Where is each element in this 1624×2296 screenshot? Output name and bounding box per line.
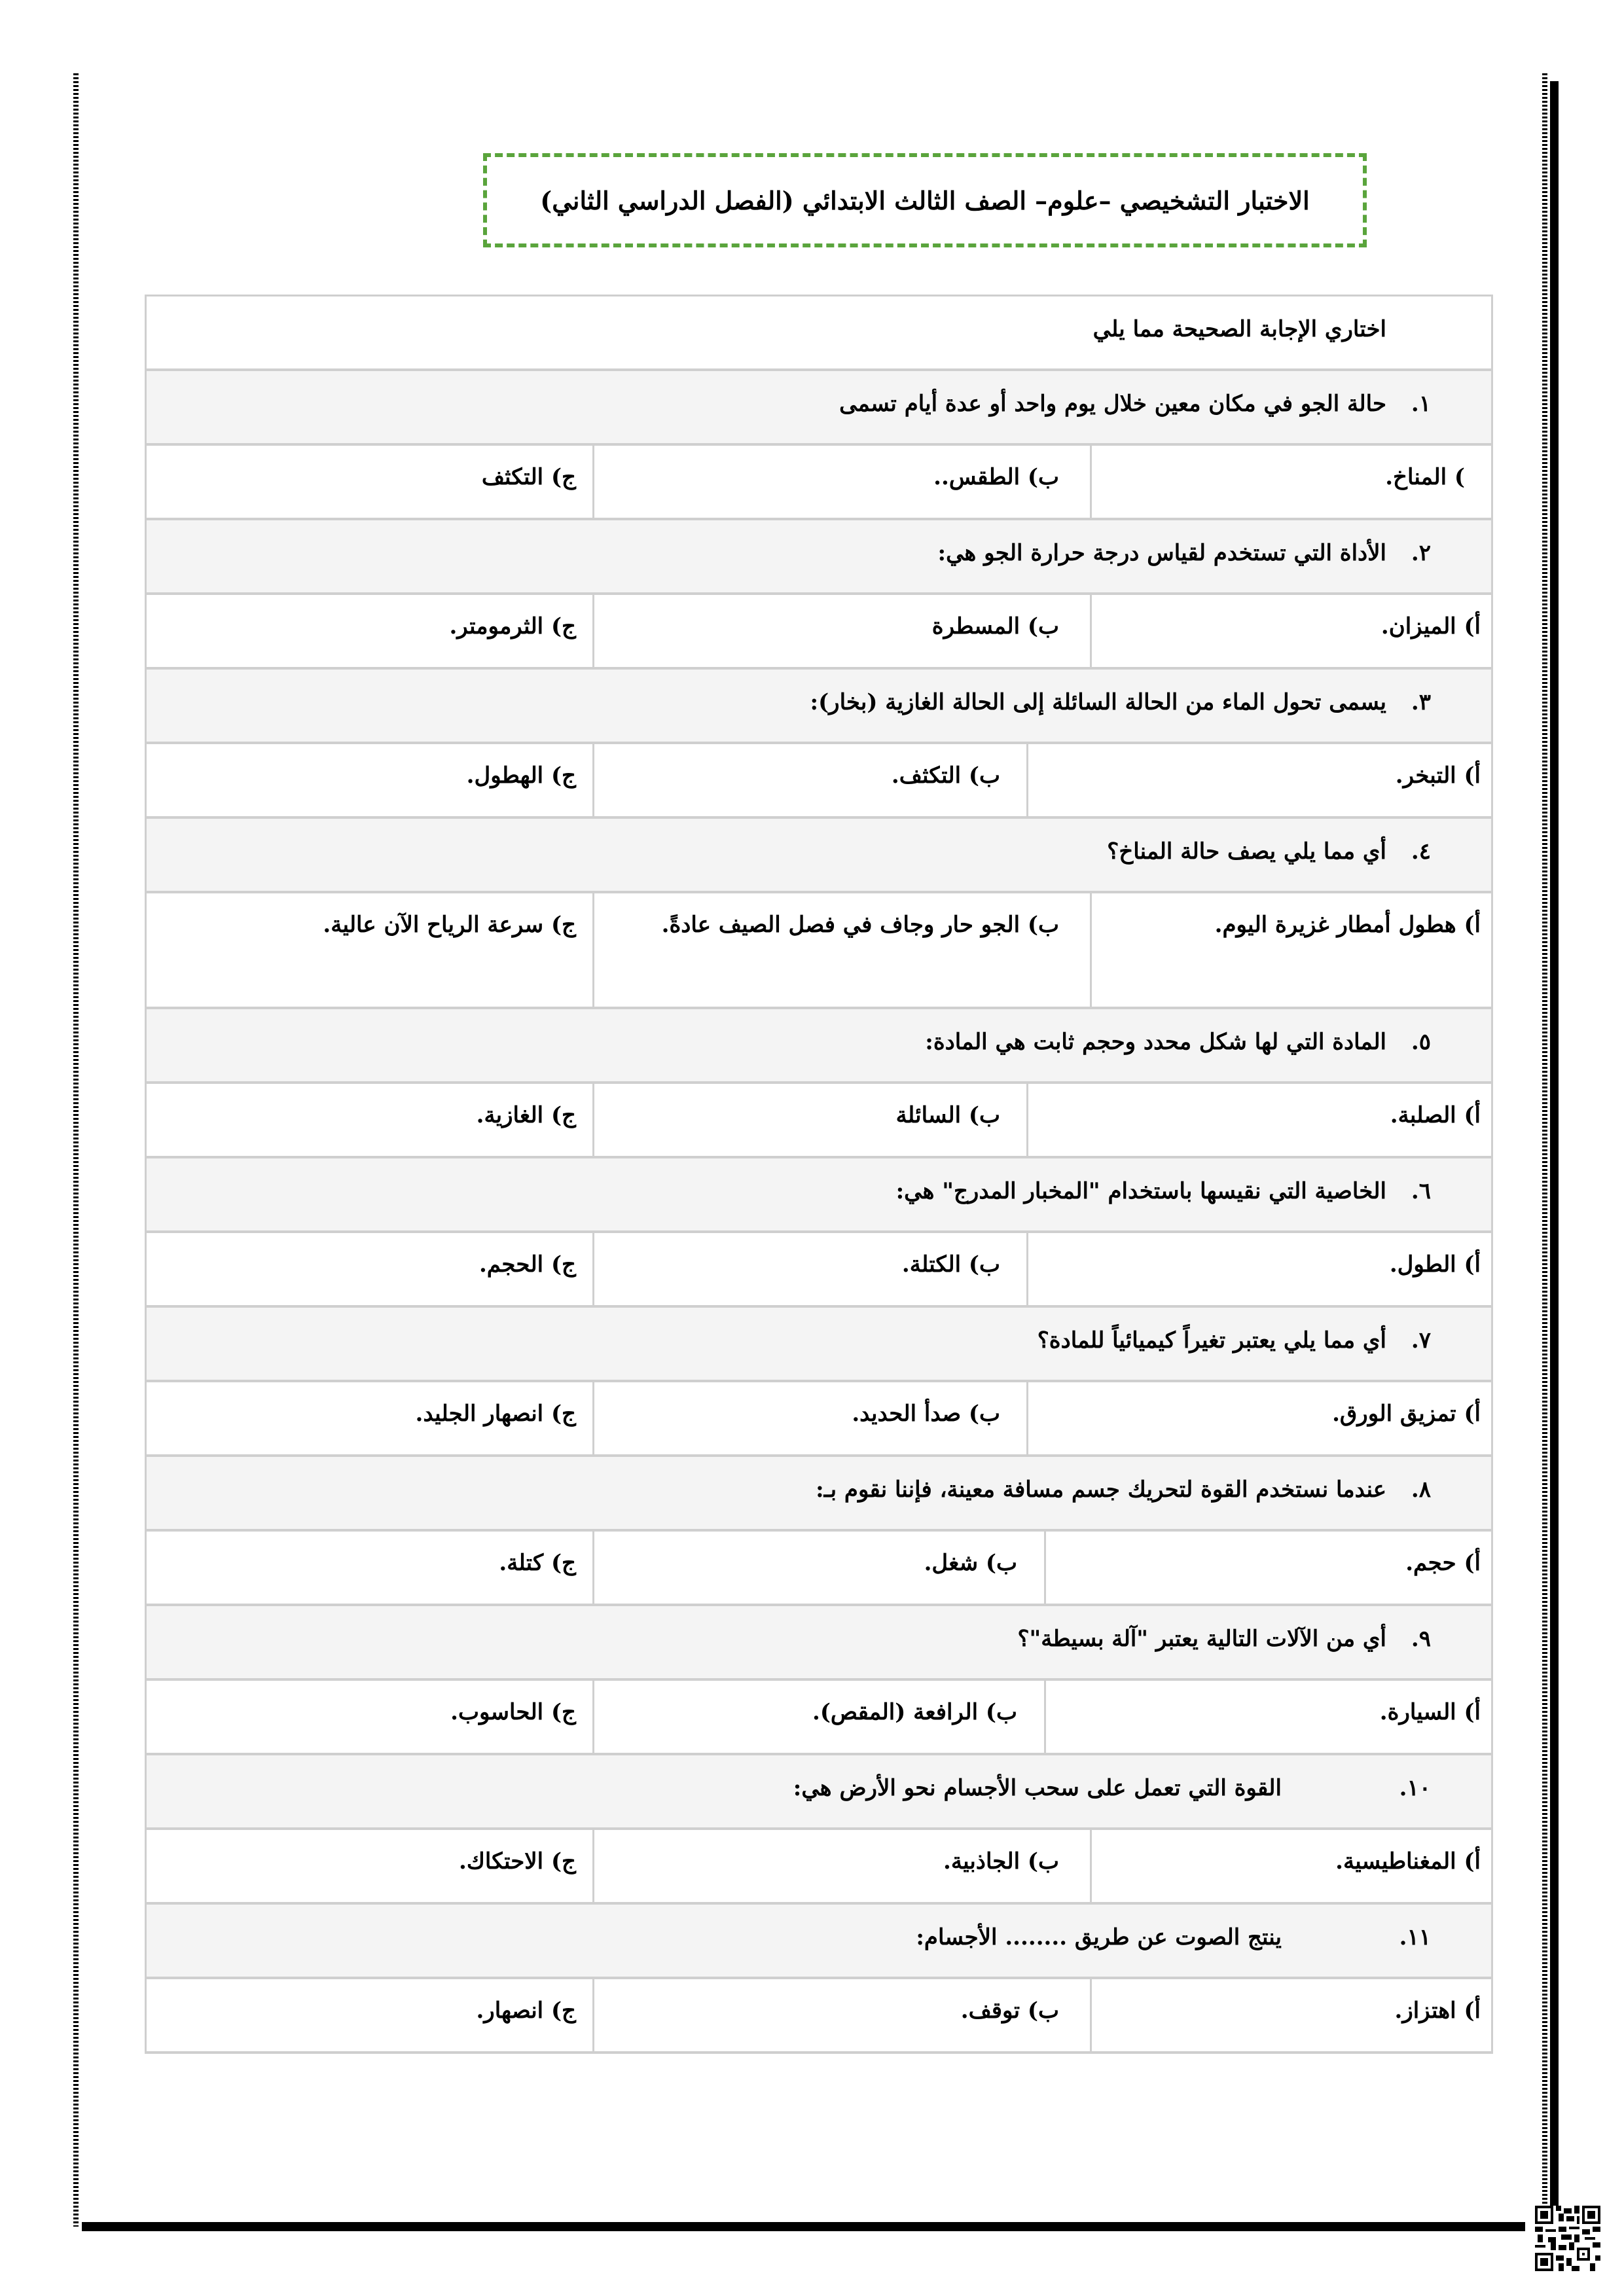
- question-number: ٥.: [1411, 1029, 1431, 1055]
- page-border-right-pattern: [1542, 73, 1547, 2207]
- question-row: [145, 371, 1493, 446]
- question-row: [145, 819, 1493, 893]
- page-border-bottom-thick: [82, 2222, 1525, 2231]
- option-a[interactable]: أ) الصلبة.: [1390, 1102, 1481, 1128]
- column-divider: [1090, 1979, 1092, 2051]
- column-divider: [1026, 1084, 1028, 1156]
- option-a[interactable]: أ) حجم.: [1405, 1550, 1481, 1576]
- column-divider: [592, 893, 594, 1007]
- question-text: أي مما يلي يعتبر تغيراً كيميائياً للمادة؟: [1037, 1327, 1386, 1354]
- column-divider: [592, 744, 594, 816]
- option-c[interactable]: ج) التكثف: [481, 464, 576, 490]
- option-b[interactable]: ب) شغل.: [924, 1550, 1017, 1576]
- option-b[interactable]: ب) الجاذبية.: [943, 1848, 1059, 1874]
- question-row: [145, 1457, 1493, 1532]
- question-number: ٨.: [1411, 1477, 1431, 1503]
- option-b[interactable]: ب) الكتلة.: [901, 1251, 1000, 1278]
- instruction-text: اختاري الإجابة الصحيحة مما يلي: [1092, 316, 1386, 342]
- question-text: ينتج الصوت عن طريق ........ الأجسام:: [916, 1924, 1282, 1950]
- question-text: أي من الآلات التالية يعتبر "آلة بسيطة"؟: [1017, 1626, 1386, 1652]
- answer-row: [145, 744, 1493, 819]
- question-row: [145, 1755, 1493, 1830]
- page-border-right-thick: [1550, 81, 1559, 2208]
- column-divider: [1026, 1382, 1028, 1454]
- option-c[interactable]: ج) كتلة.: [499, 1550, 576, 1576]
- option-a[interactable]: ) المناخ.: [1385, 464, 1465, 490]
- option-b[interactable]: ب) الطقس..: [933, 464, 1059, 490]
- question-row: [145, 1905, 1493, 1979]
- option-c[interactable]: ج) الغازية.: [476, 1102, 576, 1128]
- qr-code-icon: [1535, 2206, 1600, 2271]
- option-c[interactable]: ج) الحجم.: [478, 1251, 576, 1278]
- option-a[interactable]: أ) التبخر.: [1395, 762, 1481, 789]
- question-row: [145, 1009, 1493, 1084]
- answer-row: [145, 893, 1493, 1009]
- question-number: ١٠.: [1399, 1775, 1431, 1801]
- option-c[interactable]: ج) الاحتكاك.: [459, 1848, 576, 1874]
- option-a[interactable]: أ) اهتزاز.: [1394, 1998, 1481, 2024]
- question-text: أي مما يلي يصف حالة المناخ؟: [1107, 838, 1386, 865]
- question-number: ٩.: [1411, 1626, 1431, 1652]
- column-divider: [592, 595, 594, 667]
- question-text: يسمى تحول الماء من الحالة السائلة إلى الحالة الغازية (بخار):: [810, 689, 1386, 715]
- column-divider: [592, 1084, 594, 1156]
- answer-row: [145, 1233, 1493, 1308]
- column-divider: [592, 1382, 594, 1454]
- question-number: ٢.: [1411, 540, 1431, 566]
- column-divider: [1090, 595, 1092, 667]
- option-b[interactable]: ب) المسطرة: [931, 613, 1059, 639]
- instruction-row: [145, 296, 1493, 371]
- option-b[interactable]: ب) التكثف.: [891, 762, 1000, 789]
- option-a[interactable]: أ) تمزيق الورق.: [1332, 1401, 1481, 1427]
- option-c[interactable]: ج) انصهار.: [476, 1998, 576, 2024]
- answer-row: [145, 1979, 1493, 2054]
- question-text: حالة الجو في مكان معين خلال يوم واحد أو عدة أيام تسمى: [839, 391, 1386, 417]
- column-divider: [1026, 1233, 1028, 1305]
- column-divider: [592, 1233, 594, 1305]
- answer-row: [145, 446, 1493, 520]
- option-a[interactable]: أ) المغناطيسية.: [1335, 1848, 1481, 1874]
- option-a[interactable]: أ) الميزان.: [1380, 613, 1481, 639]
- column-divider: [1090, 893, 1092, 1007]
- column-divider: [1044, 1532, 1046, 1604]
- question-number: ٦.: [1411, 1178, 1431, 1204]
- option-b[interactable]: ب) الجو حار وجاف في فصل الصيف عادةً.: [661, 912, 1059, 938]
- column-divider: [592, 1681, 594, 1753]
- option-c[interactable]: ج) الثرمومتر.: [449, 613, 576, 639]
- question-number: ١١.: [1399, 1924, 1431, 1950]
- column-divider: [1044, 1681, 1046, 1753]
- answer-row: [145, 1382, 1493, 1457]
- column-divider: [592, 1532, 594, 1604]
- question-text: المادة التي لها شكل محدد وحجم ثابت هي المادة:: [925, 1029, 1386, 1055]
- question-number: ٣.: [1411, 689, 1431, 715]
- column-divider: [592, 1830, 594, 1902]
- option-c[interactable]: ج) سرعة الرياح الآن عالية.: [323, 912, 576, 938]
- question-row: [145, 670, 1493, 744]
- option-b[interactable]: ب) صدأ الحديد.: [852, 1401, 1000, 1427]
- question-row: [145, 1158, 1493, 1233]
- column-divider: [592, 446, 594, 518]
- option-a[interactable]: أ) السيارة.: [1379, 1699, 1481, 1725]
- question-text: الأداة التي تستخدم لقياس درجة حرارة الجو هي:: [937, 540, 1386, 566]
- question-number: ٧.: [1411, 1327, 1431, 1354]
- title-box: [483, 153, 1367, 247]
- option-c[interactable]: ج) الهطول.: [466, 762, 576, 789]
- page-title: الاختبار التشخيصي –علوم– الصف الثالث الابتدائي (الفصل الدراسي الثاني): [540, 185, 1310, 215]
- question-text: عندما نستخدم القوة لتحريك جسم مسافة معينة، فإننا نقوم بـ:: [816, 1477, 1386, 1503]
- question-text: القوة التي تعمل على سحب الأجسام نحو الأرض هي:: [793, 1775, 1282, 1801]
- column-divider: [592, 1979, 594, 2051]
- page-border-left: [73, 73, 79, 2227]
- column-divider: [1026, 744, 1028, 816]
- option-c[interactable]: ج) الحاسوب.: [450, 1699, 576, 1725]
- option-c[interactable]: ج) انصهار الجليد.: [415, 1401, 576, 1427]
- answer-row: [145, 1681, 1493, 1755]
- option-a[interactable]: أ) الطول.: [1389, 1251, 1481, 1278]
- answer-row: [145, 1830, 1493, 1905]
- question-number: ١.: [1411, 391, 1431, 417]
- option-b[interactable]: ب) الرافعة (المقص).: [812, 1699, 1017, 1725]
- question-row: [145, 520, 1493, 595]
- question-text: الخاصية التي نقيسها باستخدام "المخبار المدرج" هي:: [895, 1178, 1386, 1204]
- option-a[interactable]: أ) هطول أمطار غزيرة اليوم.: [1214, 912, 1481, 938]
- question-row: [145, 1308, 1493, 1382]
- answer-row: [145, 1532, 1493, 1606]
- quiz-table: [145, 295, 1493, 2054]
- answer-row: [145, 1084, 1493, 1158]
- answer-row: [145, 595, 1493, 670]
- option-b[interactable]: ب) السائلة: [895, 1102, 1000, 1128]
- column-divider: [1090, 1830, 1092, 1902]
- column-divider: [1090, 446, 1092, 518]
- question-row: [145, 1606, 1493, 1681]
- option-b[interactable]: ب) توقف.: [960, 1998, 1059, 2024]
- question-number: ٤.: [1411, 838, 1431, 865]
